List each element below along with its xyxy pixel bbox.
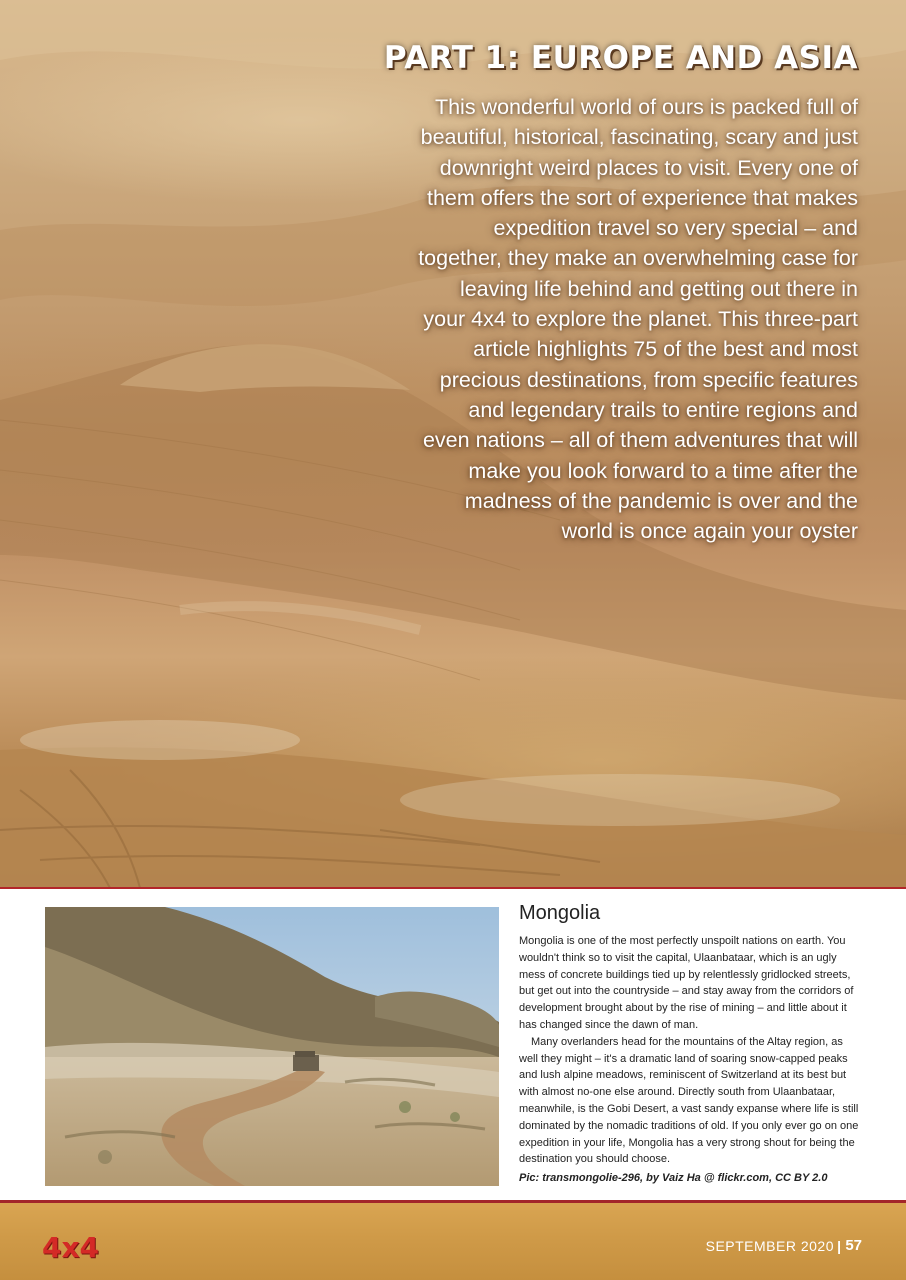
article-title: PART 1: EUROPE AND ASIA xyxy=(383,40,858,76)
issue-date: SEPTEMBER 2020 xyxy=(705,1238,834,1254)
photo-credit: Pic: transmongolie-296, by Vaiz Ha @ flickr.com, CC BY 2.0 xyxy=(519,1172,828,1185)
mongolia-photo xyxy=(45,907,499,1186)
mongolia-landscape-illustration xyxy=(45,907,499,1186)
article-paragraph-1: Mongolia is one of the most perfectly unspoilt nations on earth. You wouldn't think so to visit the capital, Ulaanbataar, which is an ugly mess of concrete buildings tied up by relentlessly gridlocked streets, but get out into the countryside – and stay away from the corridors of development brought about by the rise of mining – and little about it has changed since the dawn of man. xyxy=(519,935,854,1031)
magazine-logo: 4x4 xyxy=(42,1231,100,1264)
article-heading: Mongolia xyxy=(519,902,601,924)
article-paragraph-2: Many overlanders head for the mountains of the Altay region, as well they might – it's a dramatic land of soaring snow-capped peaks and lush alpine meadows, reminiscent of Switzerland at its best but with almost no-one else around. Directly south from Ulaanbataar, meanwhile, is the Gobi Desert, a vast sandy expanse where life is still dominated by the nomadic traditions of old. If you only ever go on one expedition in your life, Mongolia has a very strong shout for being the destination you should choose. xyxy=(519,1035,859,1166)
intro-paragraph: This wonderful world of ours is packed full of beautiful, historical, fascinating, scary and just downright weird places to visit. Every one of them offers the sort of experience that makes expedition travel so very special – and together, they make an overwhelming case for leaving life behind and getting out there in your 4x4 to explore the planet. This three-part article highlights 75 of the best and most precious destinations, from specific features and legendary trails to entire regions and even nations – all of them adventures that will make you look forward to a time after the madness of the pandemic is over and the world is once again your oyster xyxy=(418,95,858,544)
page-footer xyxy=(0,1203,906,1280)
footer-separator: | xyxy=(837,1238,841,1254)
page-number: 57 xyxy=(845,1237,862,1254)
divider-line xyxy=(0,887,906,889)
mongolia-article xyxy=(519,902,862,1187)
